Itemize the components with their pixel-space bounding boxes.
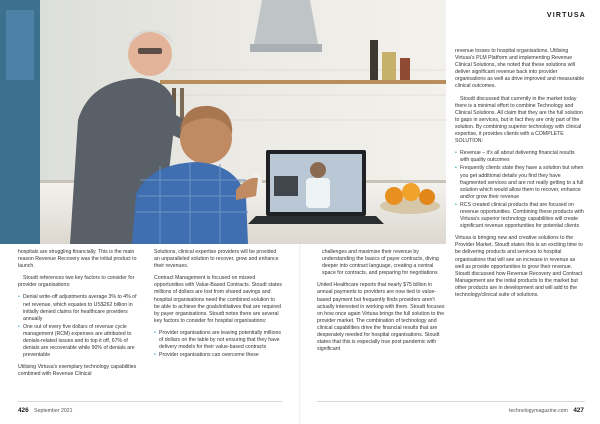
paragraph: United Healthcare reports that nearly $75 billion in annual payments to providers are now tied to value-based payment but frequently finds providers aren't actually interested in working with them. Stoudt focuses on how once again Virtusa brings the full solution to the provider market. The combination of technology and clinical capabilities drive the financial results that are desperately needed for hospital organisations. Stoudt states that this is especially true post pandemic with significant	[317, 282, 445, 353]
bullet-item: • Provider organisations can overcome these	[154, 352, 282, 359]
paragraph: Contract Management is focused on missed opportunities with Value-Based Contracts. Stoudt states millions of dollars are lost from shared savings and hospital organisations need the combined solution to be able to achieve the goals/initiatives that are required by payer organisations. Stoudt notes there are several key factors to consider for hospital organisations:	[154, 275, 282, 324]
paragraph: challenges and maximise their revenue by understanding the basics of payer contracts, diving deeper into contract language, creating a central space for contracts, and preparing for negotiations	[322, 249, 439, 277]
folio-left	[18, 407, 72, 414]
hero-photo	[0, 0, 446, 244]
bullet-list	[154, 330, 282, 359]
paragraph: Stoudt references two key factors to consider for provider organisations:	[18, 275, 135, 289]
bullet-item: • RCS created clinical products that are focused on revenue opportunities. Combining these products with Virtusa's superior technology capabilities will create significant revenue opportunities for potential clients	[455, 202, 585, 230]
folio-right	[509, 407, 584, 414]
issue-date: September 2021	[34, 408, 73, 414]
bullet-item: • Denial write-off adjustments average 3% to 4% of net revenue, which equates to US$262 billion in initially denied claims for healthcare providers annually	[18, 294, 142, 322]
page-number: 427	[573, 407, 584, 414]
brand-header: VIRTUSA	[546, 12, 586, 19]
paragraph: hospitals are struggling financially. This is the main reason Revenue Recovery was the initial product to launch.	[18, 249, 137, 270]
article-column-4	[455, 48, 585, 304]
bullet-list	[455, 150, 585, 230]
bullet-list	[18, 294, 142, 359]
site-url: technologymagazine.com	[509, 408, 568, 414]
paragraph: Stoudt discussed that currently in the market today there is a minimal effort to combine Technology and Clinical Solutions. All claim that they are the full solution to gaps in services, but in fact they are only part of the solution. By combining superior technology with clinical expertise, it provides clients with a COMPLETE SOLUTION:	[455, 95, 583, 145]
article-column-1	[18, 249, 142, 384]
bullet-item: • Provider organisations are leaving potentially millions of dollars on the table by not ensuring that they have delivery models for their value-based contracts	[154, 330, 282, 351]
article-column-3	[317, 249, 445, 358]
bullet-item: • Revenue – it's all about delivering financial results with quality outcomes	[455, 150, 585, 164]
bullet-item: • Frequently clients state they have a solution but when you get additional details you find they have fragmented services and are not really getting to a full solution which would allow them to recover, enhance and/or grow their revenue	[455, 165, 585, 200]
paragraph: revenue losses to hospital organisations. Utilising Virtusa's PLM Platform and implementing Revenue Clinical Solutions, she noted that these solutions will deliver significant revenue back into provider organisations as well as drive improved and measurable clinical outcomes.	[455, 48, 585, 90]
paragraph: Utilising Virtusa's exemplary technology capabilities combined with Revenue Clinical	[18, 364, 137, 378]
article-column-2	[154, 249, 282, 364]
bullet-item: • One out of every five dollars of revenue cycle management (RCM) expenses are attributed to denials-related issues and to top it off, 67% of denials are recoverable while 90% of denials are preventable	[18, 324, 142, 359]
paragraph: Virtusa is bringing new and creative solutions to the Provider Market. Stoudt states this is an exciting time to be delivering products and services to hospital organisations that will see an increase in revenue as well as provide opportunities to grow their revenue. Stoudt discussed how Revenue Recovery and Contract Management are the initial products to the market but other products are in development and will add to the technology/clinical suite of solutions.	[455, 235, 583, 298]
paragraph: Solutions, clinical expertise providers will be provided an unparalleled solution to recover, grow and enhance their revenues.	[154, 249, 279, 270]
page-number: 426	[18, 407, 29, 414]
telehealth-photo-illustration	[0, 0, 446, 244]
footer-rule-right	[317, 401, 585, 402]
footer-rule-left	[18, 401, 282, 402]
